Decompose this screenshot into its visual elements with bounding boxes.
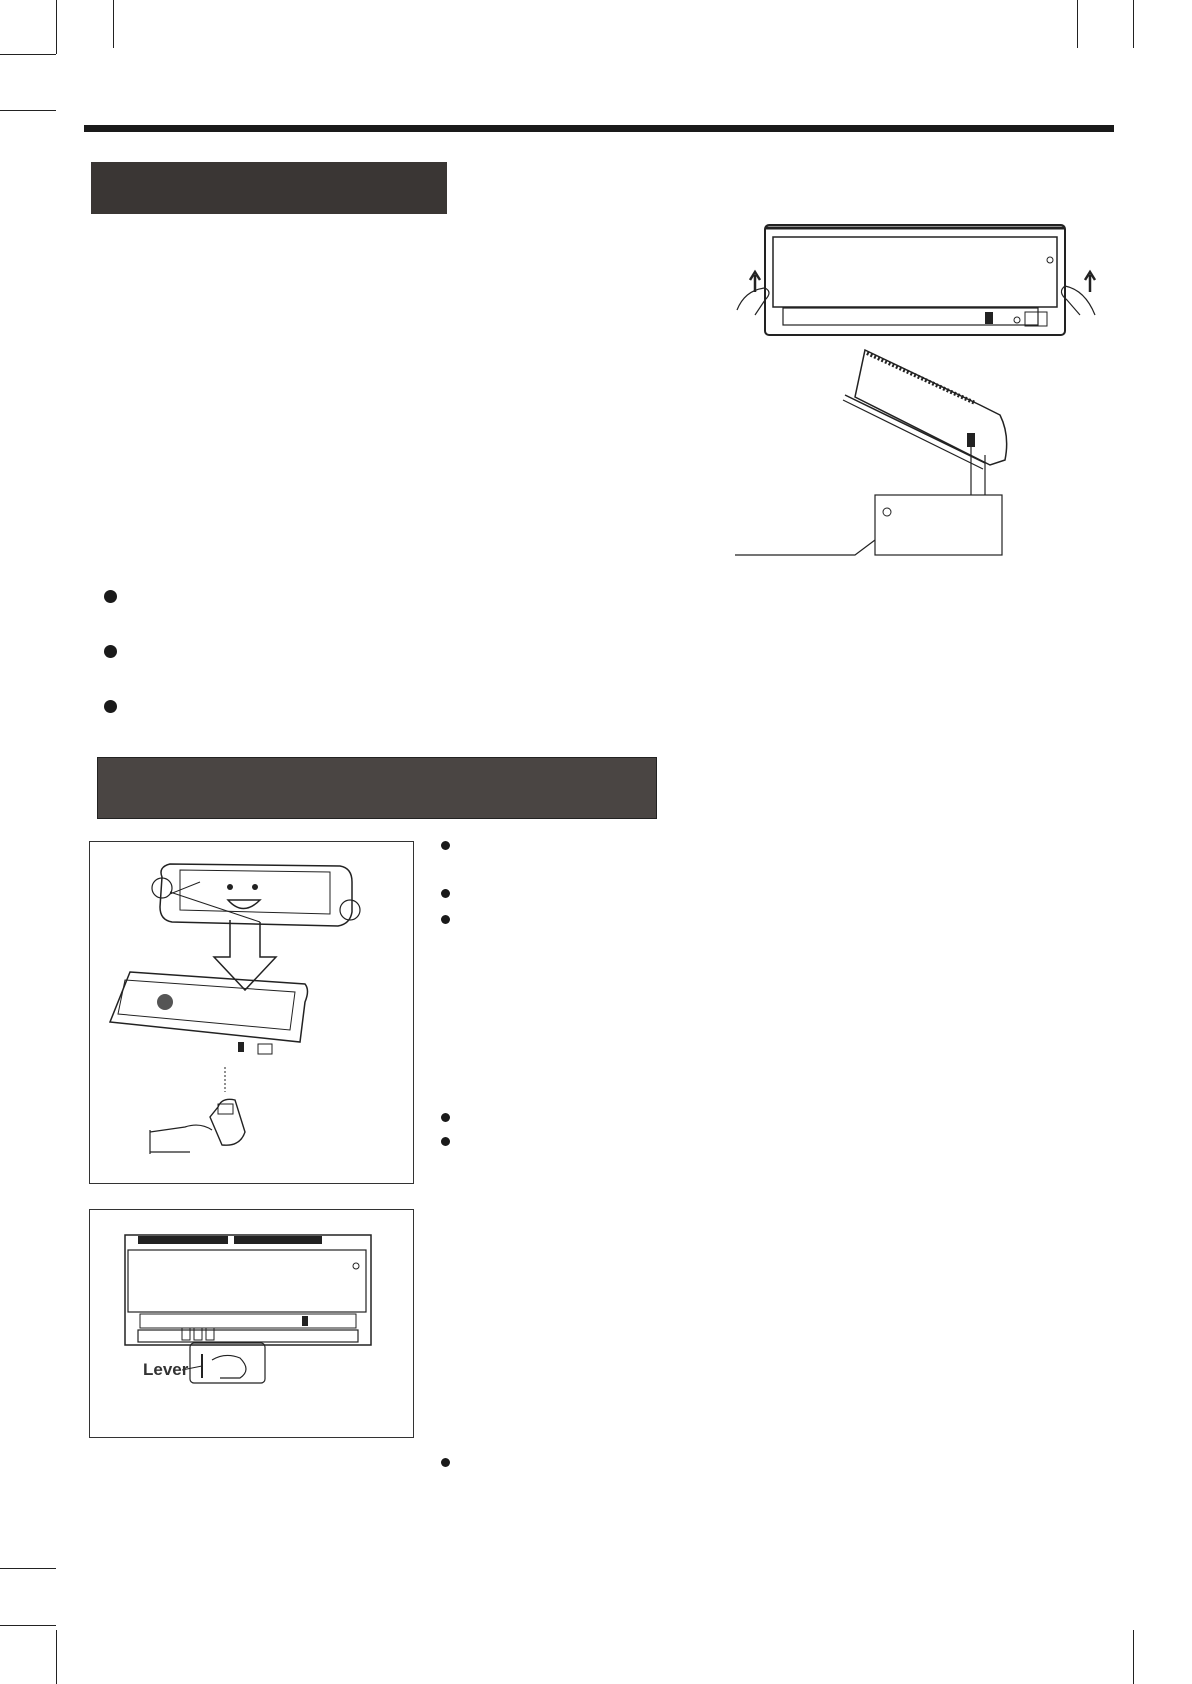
bullet-icon bbox=[104, 645, 117, 658]
header-rule bbox=[84, 125, 1114, 132]
crop-mark bbox=[1133, 0, 1134, 48]
crop-mark bbox=[1133, 1630, 1134, 1684]
crop-mark bbox=[56, 0, 57, 54]
indoor-unit-remote-illustration bbox=[90, 842, 415, 1185]
crop-mark bbox=[0, 54, 56, 55]
indoor-unit-lever-illustration bbox=[90, 1210, 415, 1439]
bullet-icon bbox=[441, 1113, 450, 1122]
crop-mark bbox=[56, 1630, 57, 1684]
bullet-icon bbox=[441, 841, 450, 850]
section-header-bar bbox=[97, 757, 657, 819]
crop-mark bbox=[0, 110, 56, 111]
section-header-bar bbox=[91, 162, 447, 214]
crop-mark bbox=[0, 1568, 56, 1569]
crop-mark bbox=[113, 0, 114, 48]
indoor-unit-side-illustration bbox=[735, 345, 1025, 565]
bullet-icon bbox=[441, 915, 450, 924]
bullet-icon bbox=[441, 1137, 450, 1146]
lever-label: Lever bbox=[143, 1360, 189, 1379]
crop-mark bbox=[0, 1625, 56, 1626]
figure-box bbox=[89, 1209, 414, 1438]
bullet-icon bbox=[104, 590, 117, 603]
bullet-icon bbox=[441, 1458, 450, 1467]
indoor-unit-front-illustration bbox=[735, 220, 1115, 340]
bullet-icon bbox=[104, 700, 117, 713]
crop-mark bbox=[1077, 0, 1078, 48]
figure-box bbox=[89, 841, 414, 1184]
bullet-icon bbox=[441, 889, 450, 898]
